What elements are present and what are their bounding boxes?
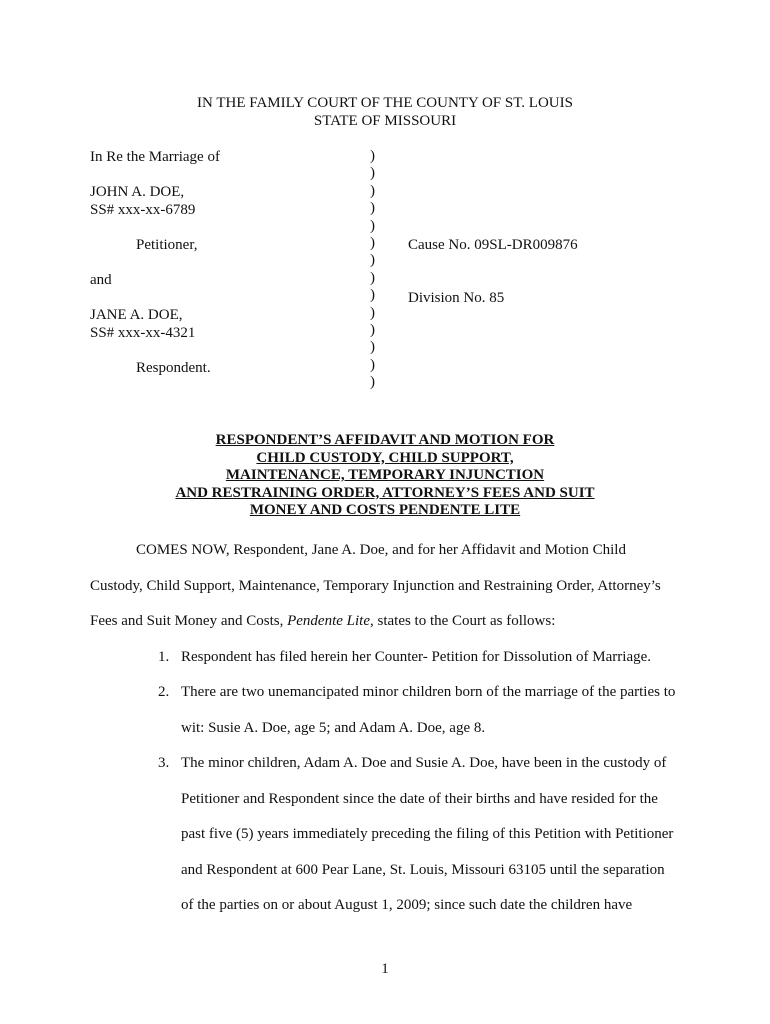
- paren: ): [370, 356, 375, 373]
- title-line: RESPONDENT’S AFFIDAVIT AND MOTION FOR: [215, 432, 555, 448]
- item-line: The minor children, Adam A. Doe and Susie A. Doe, have been in the custody of: [181, 755, 667, 771]
- caption-in-re: In Re the Marriage of: [90, 149, 220, 165]
- caption-and: and: [90, 272, 112, 288]
- caption-parentheses: [370, 148, 375, 391]
- paren: ): [370, 269, 375, 286]
- intro-line: [90, 612, 555, 630]
- item-line: Respondent has filed herein her Counter- Petition for Dissolution of Marriage.: [181, 649, 652, 665]
- paren: ): [370, 304, 375, 321]
- item-line: wit: Susie A. Doe, age 5; and Adam A. Doe, age 8.: [181, 720, 486, 736]
- paren: ): [370, 200, 375, 217]
- title-line: MAINTENANCE, TEMPORARY INJUNCTION: [225, 467, 545, 483]
- item-line: There are two unemancipated minor children born of the marriage of the parties to: [181, 684, 676, 700]
- paren: ): [370, 374, 375, 391]
- paren: ): [370, 165, 375, 182]
- intro-text: Fees and Suit Money and Costs,: [90, 613, 288, 629]
- petitioner-ssn: SS# xxx-xx-6789: [90, 202, 196, 218]
- title-line: MONEY AND COSTS PENDENTE LITE: [249, 502, 521, 518]
- cause-number: Cause No. 09SL-DR009876: [408, 237, 578, 253]
- paren: ): [370, 234, 375, 251]
- item-line: and Respondent at 600 Pear Lane, St. Louis, Missouri 63105 until the separation: [181, 862, 665, 878]
- item-number: 3.: [158, 755, 170, 771]
- item-number: 1.: [158, 649, 170, 665]
- petitioner-name: JOHN A. DOE,: [90, 184, 185, 200]
- item-line: past five (5) years immediately preceding the filing of this Petition with Petitioner: [181, 826, 674, 842]
- page-number: 1: [381, 961, 389, 977]
- paren: ): [370, 321, 375, 338]
- intro-italic-term: Pendente Lite: [287, 613, 370, 629]
- respondent-role: Respondent.: [136, 360, 211, 376]
- court-state: STATE OF MISSOURI: [313, 113, 457, 129]
- paren: ): [370, 217, 375, 234]
- paren: ): [370, 252, 375, 269]
- paren: ): [370, 182, 375, 199]
- intro-text: , states to the Court as follows:: [369, 613, 556, 629]
- court-name: IN THE FAMILY COURT OF THE COUNTY OF ST. LOUIS: [197, 95, 573, 111]
- item-line: Petitioner and Respondent since the date of their births and have resided for the: [181, 791, 658, 807]
- respondent-name: JANE A. DOE,: [90, 307, 183, 323]
- document-title: [0, 432, 770, 520]
- paren: ): [370, 148, 375, 164]
- respondent-ssn: SS# xxx-xx-4321: [90, 325, 196, 341]
- paren: ): [370, 339, 375, 356]
- paren: ): [370, 287, 375, 304]
- petitioner-role: Petitioner,: [136, 237, 198, 253]
- title-line: CHILD CUSTODY, CHILD SUPPORT,: [256, 449, 514, 466]
- intro-line: COMES NOW, Respondent, Jane A. Doe, and for her Affidavit and Motion Child: [136, 542, 626, 558]
- division-number: Division No. 85: [408, 290, 505, 306]
- title-line: AND RESTRAINING ORDER, ATTORNEY’S FEES AND SUIT: [175, 484, 595, 501]
- intro-line: Custody, Child Support, Maintenance, Temporary Injunction and Restraining Order, Attorney’s: [90, 578, 661, 594]
- item-number: 2.: [158, 684, 170, 700]
- item-line: of the parties on or about August 1, 2009; since such date the children have: [181, 897, 633, 913]
